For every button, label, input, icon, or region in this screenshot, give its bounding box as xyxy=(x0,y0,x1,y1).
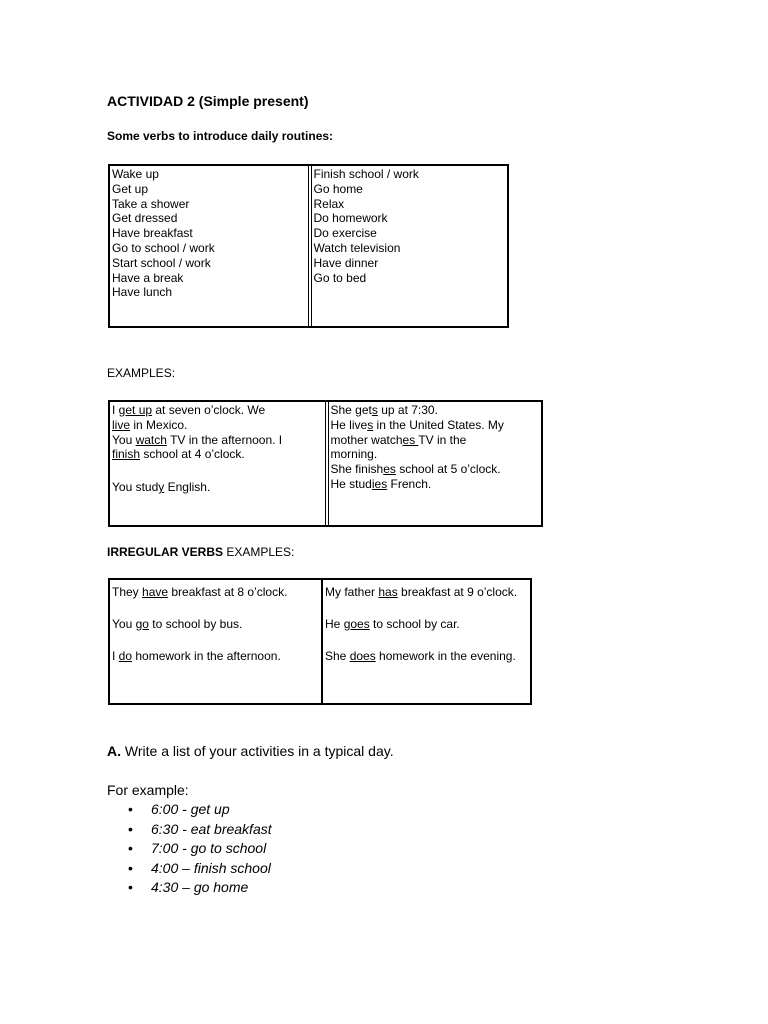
routine-item: Get up xyxy=(112,181,149,196)
list-item: • 6:30 - eat breakfast xyxy=(128,820,272,837)
example-line: live in Mexico. xyxy=(112,417,188,432)
routine-item: Go to school / work xyxy=(112,240,215,255)
routine-item: Wake up xyxy=(112,167,159,181)
list-item: • 4:30 – go home xyxy=(128,879,249,896)
spacer xyxy=(325,632,528,648)
irregular-verbs-label xyxy=(107,545,294,559)
page-title: ACTIVIDAD 2 (Simple present) xyxy=(107,93,309,109)
routine-item: Get dressed xyxy=(112,211,178,226)
list-item: • 7:00 - go to school xyxy=(128,840,267,857)
example-line: She gets up at 7:30. xyxy=(330,403,438,417)
irregular-line: I do homework in the afternoon. xyxy=(112,649,281,663)
spacer xyxy=(112,600,319,616)
routine-item: Have a break xyxy=(112,270,184,285)
irregular-line: He goes to school by car. xyxy=(325,617,460,631)
example-line: He lives in the United States. My xyxy=(330,417,504,432)
example-line: He studies French. xyxy=(330,476,432,491)
bullet-icon: • xyxy=(128,801,133,817)
activity-instruction xyxy=(107,743,394,759)
routine-item: Start school / work xyxy=(112,255,211,270)
examples-table xyxy=(108,400,543,527)
section-subtitle: Some verbs to introduce daily routines: xyxy=(107,129,334,143)
bullet-icon: • xyxy=(128,859,133,876)
routine-item: Finish school / work xyxy=(313,167,419,181)
spacer xyxy=(112,632,319,648)
routine-item: Watch television xyxy=(313,240,401,255)
routine-item: Relax xyxy=(313,196,345,211)
irregular-column-right xyxy=(323,580,530,703)
irregular-verbs-suffix: EXAMPLES: xyxy=(223,545,295,559)
routine-item: Go to bed xyxy=(313,270,367,285)
example-line: mother watches TV in the xyxy=(330,432,467,447)
activity-text: Write a list of your activities in a typical day. xyxy=(121,743,394,759)
list-item: • 6:00 - get up xyxy=(128,801,230,817)
irregular-line: My father has breakfast at 9 o’clock. xyxy=(325,585,518,599)
irregular-column-left xyxy=(110,580,321,703)
routine-item: Go home xyxy=(313,181,363,196)
irregular-verbs-heading: IRREGULAR VERBS xyxy=(107,545,224,559)
routine-item: Have breakfast xyxy=(112,226,193,241)
examples-column-left xyxy=(110,402,326,525)
routine-item: Do homework xyxy=(313,211,388,226)
activity-letter: A. xyxy=(107,743,121,759)
irregular-line: You go to school by bus. xyxy=(112,617,243,631)
bullet-icon: • xyxy=(128,840,133,857)
example-line: She finishes school at 5 o’clock. xyxy=(330,462,501,477)
routine-item: Take a shower xyxy=(112,196,190,211)
examples-label: EXAMPLES: xyxy=(107,366,176,380)
example-line: You watch TV in the afternoon. I xyxy=(112,432,283,447)
routine-item: Do exercise xyxy=(313,226,377,241)
example-line: finish school at 4 o’clock. xyxy=(112,447,245,462)
examples-column-right xyxy=(329,402,542,525)
routines-column-right xyxy=(312,166,508,326)
routine-item: Have dinner xyxy=(313,255,379,270)
example-line: You study English. xyxy=(112,480,211,495)
routines-column-left xyxy=(110,166,309,326)
routines-table xyxy=(108,164,509,328)
for-example-label: For example: xyxy=(107,782,189,798)
irregular-table xyxy=(108,578,532,705)
spacer xyxy=(325,600,528,616)
irregular-line: She does homework in the evening. xyxy=(325,649,516,663)
example-line: I get up at seven o’clock. We xyxy=(112,403,266,417)
bullet-icon: • xyxy=(128,879,133,896)
routine-item: Have lunch xyxy=(112,285,173,300)
list-item: • 4:00 – finish school xyxy=(128,859,271,876)
routine-list xyxy=(107,801,272,899)
bullet-icon: • xyxy=(128,820,133,837)
spacer xyxy=(112,462,324,480)
example-line: morning. xyxy=(330,447,378,462)
irregular-line: They have breakfast at 8 o’clock. xyxy=(112,585,288,599)
